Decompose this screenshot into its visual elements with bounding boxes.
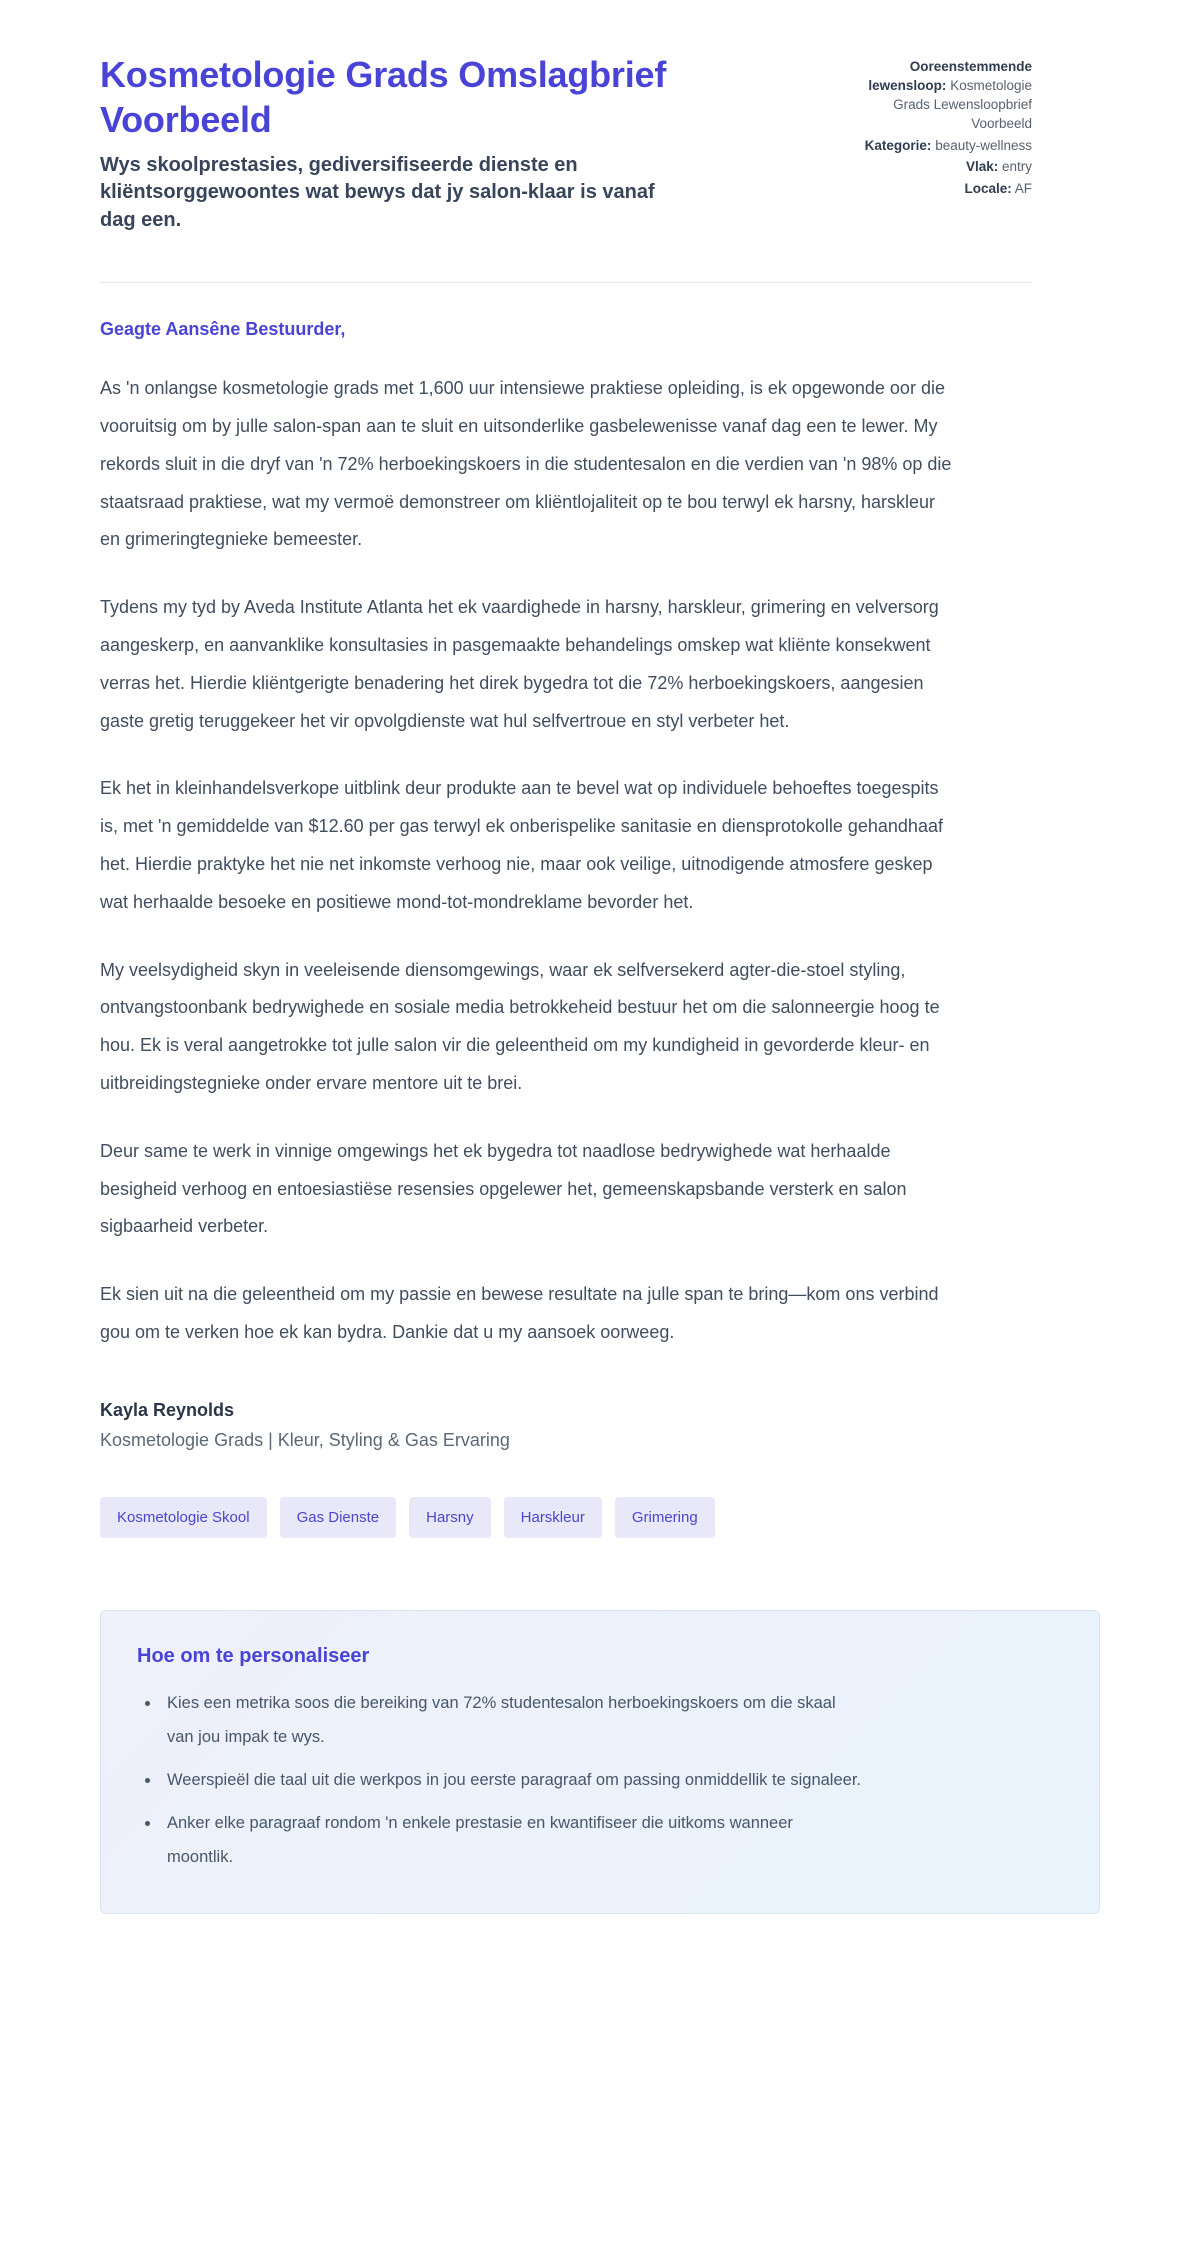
personalization-tips-box [100, 1610, 1100, 1914]
content-column [100, 52, 1032, 1538]
meta-matching-resume-value: Kosmetologie Grads Lewensloopbrief Voorbeeld [893, 77, 1032, 131]
tip-item: • Anker elke paragraaf rondom 'n enkele prestasie en kwantifiseer die uitkoms wanneer moontlik. [161, 1806, 861, 1875]
header-title-block [100, 52, 700, 234]
meta-panel [830, 52, 1032, 202]
meta-locale-label: Locale: [964, 181, 1012, 197]
meta-level [830, 158, 1032, 177]
tip-item: • Kies een metrika soos die bereiking van 72% studentesalon herboekingskoers om die skaal van jou impak te wys. [161, 1686, 861, 1755]
letter-paragraph: As 'n onlangse kosmetologie grads met 1,600 uur intensiewe praktiese opleiding, is ek opgewonde oor die vooruitsig om by julle salon-span aan te sluit en uitsonderlike gasbelewenisse vanaf dag een te lewer. My rekords sluit in die dryf van 'n 72% herboekingskoers in die studentesalon en die verdien van 'n 98% op die staatsraad praktiese, wat my vermoë demonstreer om kliëntlojaliteit op te bou terwyl ek harsny, harskleur en grimeringtegnieke bemeester. [100, 378, 952, 550]
tag-harsny[interactable]: Harsny [409, 1497, 491, 1538]
tag-grimering[interactable]: Grimering [615, 1497, 715, 1538]
meta-level-label: Vlak: [965, 159, 999, 175]
meta-category-value: beauty-wellness [935, 137, 1032, 153]
meta-matching-resume [830, 58, 1032, 134]
meta-category [830, 137, 1032, 156]
letter-paragraph: Tydens my tyd by Aveda Institute Atlanta het ek vaardighede in harsny, harskleur, grimering en velversorg aangeskerp, en aanvanklike konsultasies in pasgemaakte behandelings omskep wat kliënte konsekwent verras het. Hierdie kliëntgerigte benadering het direk bygedra tot die 72% herboekingskoers, aangesien gaste gretig teruggekeer het vir opvolgdienste wat hul selfvertroue en styl verbeter het. [100, 597, 939, 731]
signature-name: Kayla Reynolds [100, 1399, 235, 1420]
letter-greeting: Geagte Aansêne Bestuurder, [100, 319, 346, 340]
meta-locale [830, 180, 1032, 199]
tag-kosmetologie-skool[interactable]: Kosmetologie Skool [100, 1497, 267, 1538]
meta-level-value: entry [1001, 159, 1032, 175]
signature-role: Kosmetologie Grads | Kleur, Styling & Gas Ervaring [100, 1429, 510, 1450]
tag-harskleur[interactable]: Harskleur [504, 1497, 602, 1538]
meta-matching-resume-label: Ooreenstemmende lewensloop: [868, 59, 1032, 93]
letter-paragraph: Deur same te werk in vinnige omgewings het ek bygedra tot naadlose bedrywighede wat herhaalde besigheid verhoog en entoesiastiëse resensies opgelewer het, gemeenskapsbande versterk en salon sigbaarheid verbeter. [100, 1140, 907, 1237]
letter-paragraph: Ek het in kleinhandelsverkope uitblink deur produkte aan te bevel wat op individuele behoeftes toegespits is, met 'n gemiddelde van $12.60 per gas terwyl ek onberispelike sanitasie en diensprotokolle gehandhaaf het. Hierdie praktyke het nie net inkomste verhoog nie, maar ook veilige, uitnodigende atmosfere geskep wat herhaalde besoeke en positiewe mond-tot-mondreklame bevorder het. [100, 778, 943, 912]
meta-category-label: Kategorie: [864, 137, 932, 153]
tip-item: • Weerspieël die taal uit die werkpos in jou eerste paragraaf om passing onmiddellik te signaleer. [161, 1763, 861, 1798]
meta-locale-value: AF [1014, 181, 1032, 197]
header-divider [100, 282, 1032, 283]
tag-gas-dienste[interactable]: Gas Dienste [280, 1497, 397, 1538]
page [100, 0, 1100, 1984]
page-header [100, 52, 1032, 234]
page-subtitle: Wys skoolprestasies, gediversifiseerde dienste en kliëntsorggewoontes wat bewys dat jy salon-klaar is vanaf dag een. [100, 154, 655, 231]
tips-list [137, 1686, 861, 1875]
letter-paragraph: Ek sien uit na die geleentheid om my passie en bewese resultate na julle span te bring—kom ons verbind gou om te verken hoe ek kan bydra. Dankie dat u my aansoek oorweeg. [100, 1284, 939, 1342]
tag-list [100, 1497, 1032, 1538]
page-title: Kosmetologie Grads Omslagbrief Voorbeeld [100, 54, 667, 140]
tips-heading: Hoe om te personaliseer [137, 1644, 370, 1667]
cover-letter-body [100, 319, 958, 1451]
letter-paragraph: My veelsydigheid skyn in veeleisende diensomgewings, waar ek selfversekerd agter-die-stoel styling, ontvangstoonbank bedrywighede en sosiale media betrokkeheid bestuur het om die salonneergie hoog te hou. Ek is veral aangetrokke tot julle salon vir die geleentheid om my kundigheid in gevorderde kleur- en uitbreidingstegnieke onder ervare mentore uit te brei. [100, 959, 940, 1093]
signature-block [100, 1400, 958, 1451]
